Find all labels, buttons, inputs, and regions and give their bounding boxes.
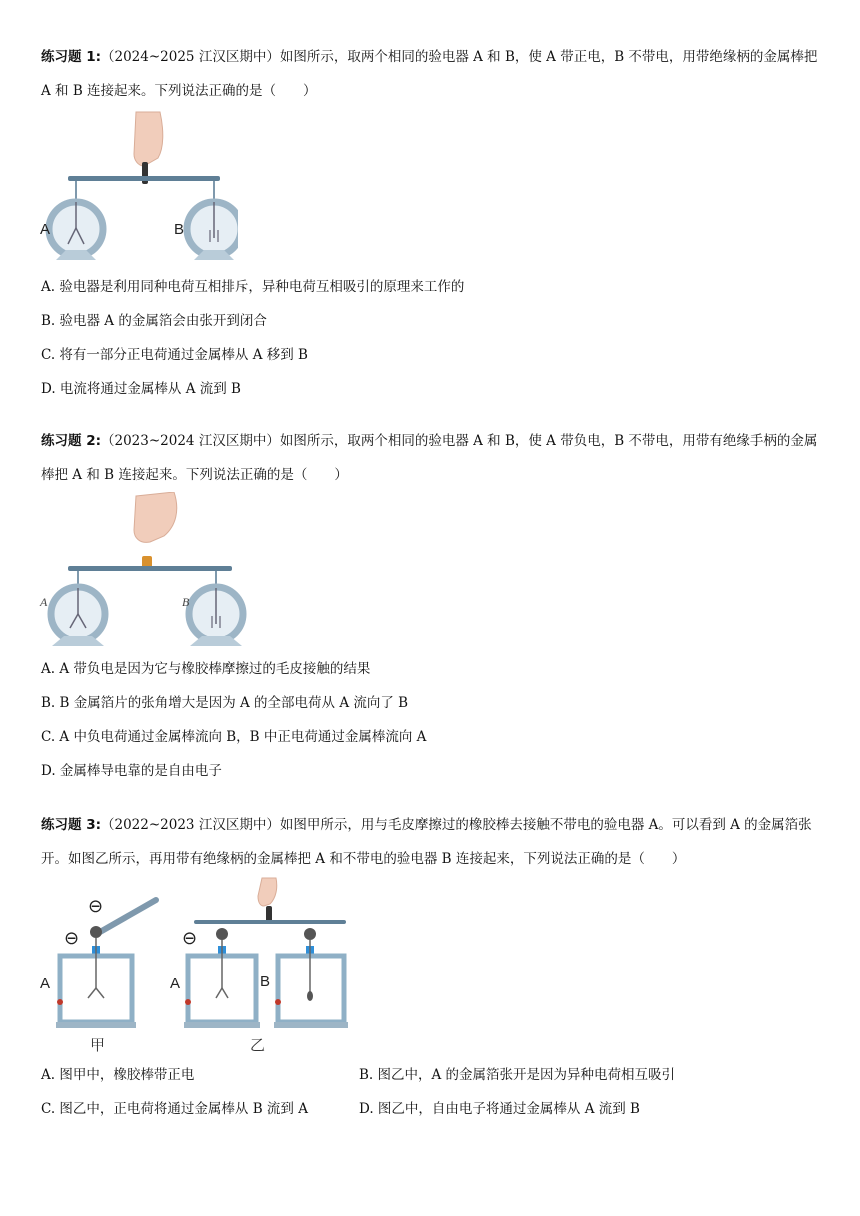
- figure-jia: [56, 896, 156, 1028]
- metal-rod: [68, 176, 220, 181]
- q2-label-a: A: [40, 595, 48, 609]
- q3-option-b[interactable]: B. 图乙中，A 的金属箔张开是因为异种电荷相互吸引: [359, 1067, 676, 1083]
- hand-icon: [258, 878, 277, 906]
- q2-label-b: B: [182, 595, 190, 609]
- electroscope-a: [49, 181, 103, 260]
- q2-option-d[interactable]: D. 金属棒导电靠的是自由电子: [41, 763, 222, 779]
- q1-figure: [38, 110, 238, 270]
- q3-option-c[interactable]: C. 图乙中，正电荷将通过金属棒从 B 流到 A: [41, 1101, 308, 1117]
- q2-tag: 练习题 2:: [41, 433, 101, 449]
- q1-stem: [41, 40, 826, 108]
- q2-option-c[interactable]: C. A 中负电荷通过金属棒流向 B，B 中正电荷通过金属棒流向 A: [41, 729, 427, 745]
- metal-rod: [68, 566, 232, 571]
- q1-text: （2024~2025 江汉区期中）如图所示，取两个相同的验电器 A 和 B，使 A 带正电，B 不带电，用带绝缘柄的金属棒把 A 和 B 连接起来。下列说法正确的是（ ）: [41, 49, 818, 99]
- rubber-rod: [100, 900, 156, 932]
- q3-label-a2: A: [170, 975, 181, 992]
- q3-minus-jia-1: ⊖: [88, 896, 104, 916]
- q3-label-b: B: [260, 973, 271, 990]
- q3-stem: [41, 808, 826, 876]
- figure-yi: [182, 878, 348, 1028]
- q2-option-a[interactable]: A. A 带负电是因为它与橡胶棒摩擦过的毛皮接触的结果: [41, 661, 371, 677]
- electroscope-b: [189, 571, 243, 646]
- q3-option-a[interactable]: A. 图甲中，橡胶棒带正电: [41, 1067, 195, 1083]
- q3-option-d[interactable]: D. 图乙中，自由电子将通过金属棒从 A 流到 B: [359, 1101, 640, 1117]
- q3-minus-jia-2: ⊖: [64, 928, 80, 948]
- q3-figure: [38, 876, 358, 1056]
- q1-tag: 练习题 1:: [41, 49, 101, 65]
- q2-figure: [38, 492, 248, 648]
- q3-label-a1: A: [40, 975, 51, 992]
- q1-option-a[interactable]: A. 验电器是利用同种电荷互相排斥，异种电荷互相吸引的原理来工作的: [41, 279, 465, 295]
- q1-option-d[interactable]: D. 电流将通过金属棒从 A 流到 B: [41, 381, 241, 397]
- q3-caption-yi: 乙: [250, 1036, 266, 1054]
- q1-option-c[interactable]: C. 将有一部分正电荷通过金属棒从 A 移到 B: [41, 347, 308, 363]
- metal-ball: [90, 926, 102, 938]
- electroscope-b: [187, 181, 238, 260]
- hand-icon: [134, 492, 177, 542]
- q3-tag: 练习题 3:: [41, 817, 101, 833]
- q3-text: （2022~2023 江汉区期中）如图甲所示，用与毛皮摩擦过的橡胶棒去接触不带电的验电器 A。可以看到 A 的金属箔张开。如图乙所示，再用带有绝缘柄的金属棒把 A 和不带电的验电器 B 连接起来，下列说法正确的是（ ）: [41, 817, 812, 867]
- q2-stem: [41, 424, 826, 492]
- q2-option-b[interactable]: B. B 金属箔片的张角增大是因为 A 的全部电荷从 A 流向了 B: [41, 695, 409, 711]
- metal-rod: [194, 920, 346, 924]
- q3-caption-jia: 甲: [90, 1036, 106, 1054]
- insulating-handle: [266, 906, 272, 922]
- q1-option-b[interactable]: B. 验电器 A 的金属箔会由张开到闭合: [41, 313, 267, 329]
- q1-label-a: A: [40, 221, 51, 238]
- hand-icon: [134, 112, 163, 166]
- q3-minus-yi: ⊖: [182, 928, 198, 948]
- electroscope-a: [51, 571, 105, 646]
- q1-label-b: B: [174, 221, 185, 238]
- q2-text: （2023~2024 江汉区期中）如图所示，取两个相同的验电器 A 和 B，使 A 带负电，B 不带电，用带有绝缘手柄的金属棒把 A 和 B 连接起来。下列说法正确的是（ ）: [41, 433, 818, 483]
